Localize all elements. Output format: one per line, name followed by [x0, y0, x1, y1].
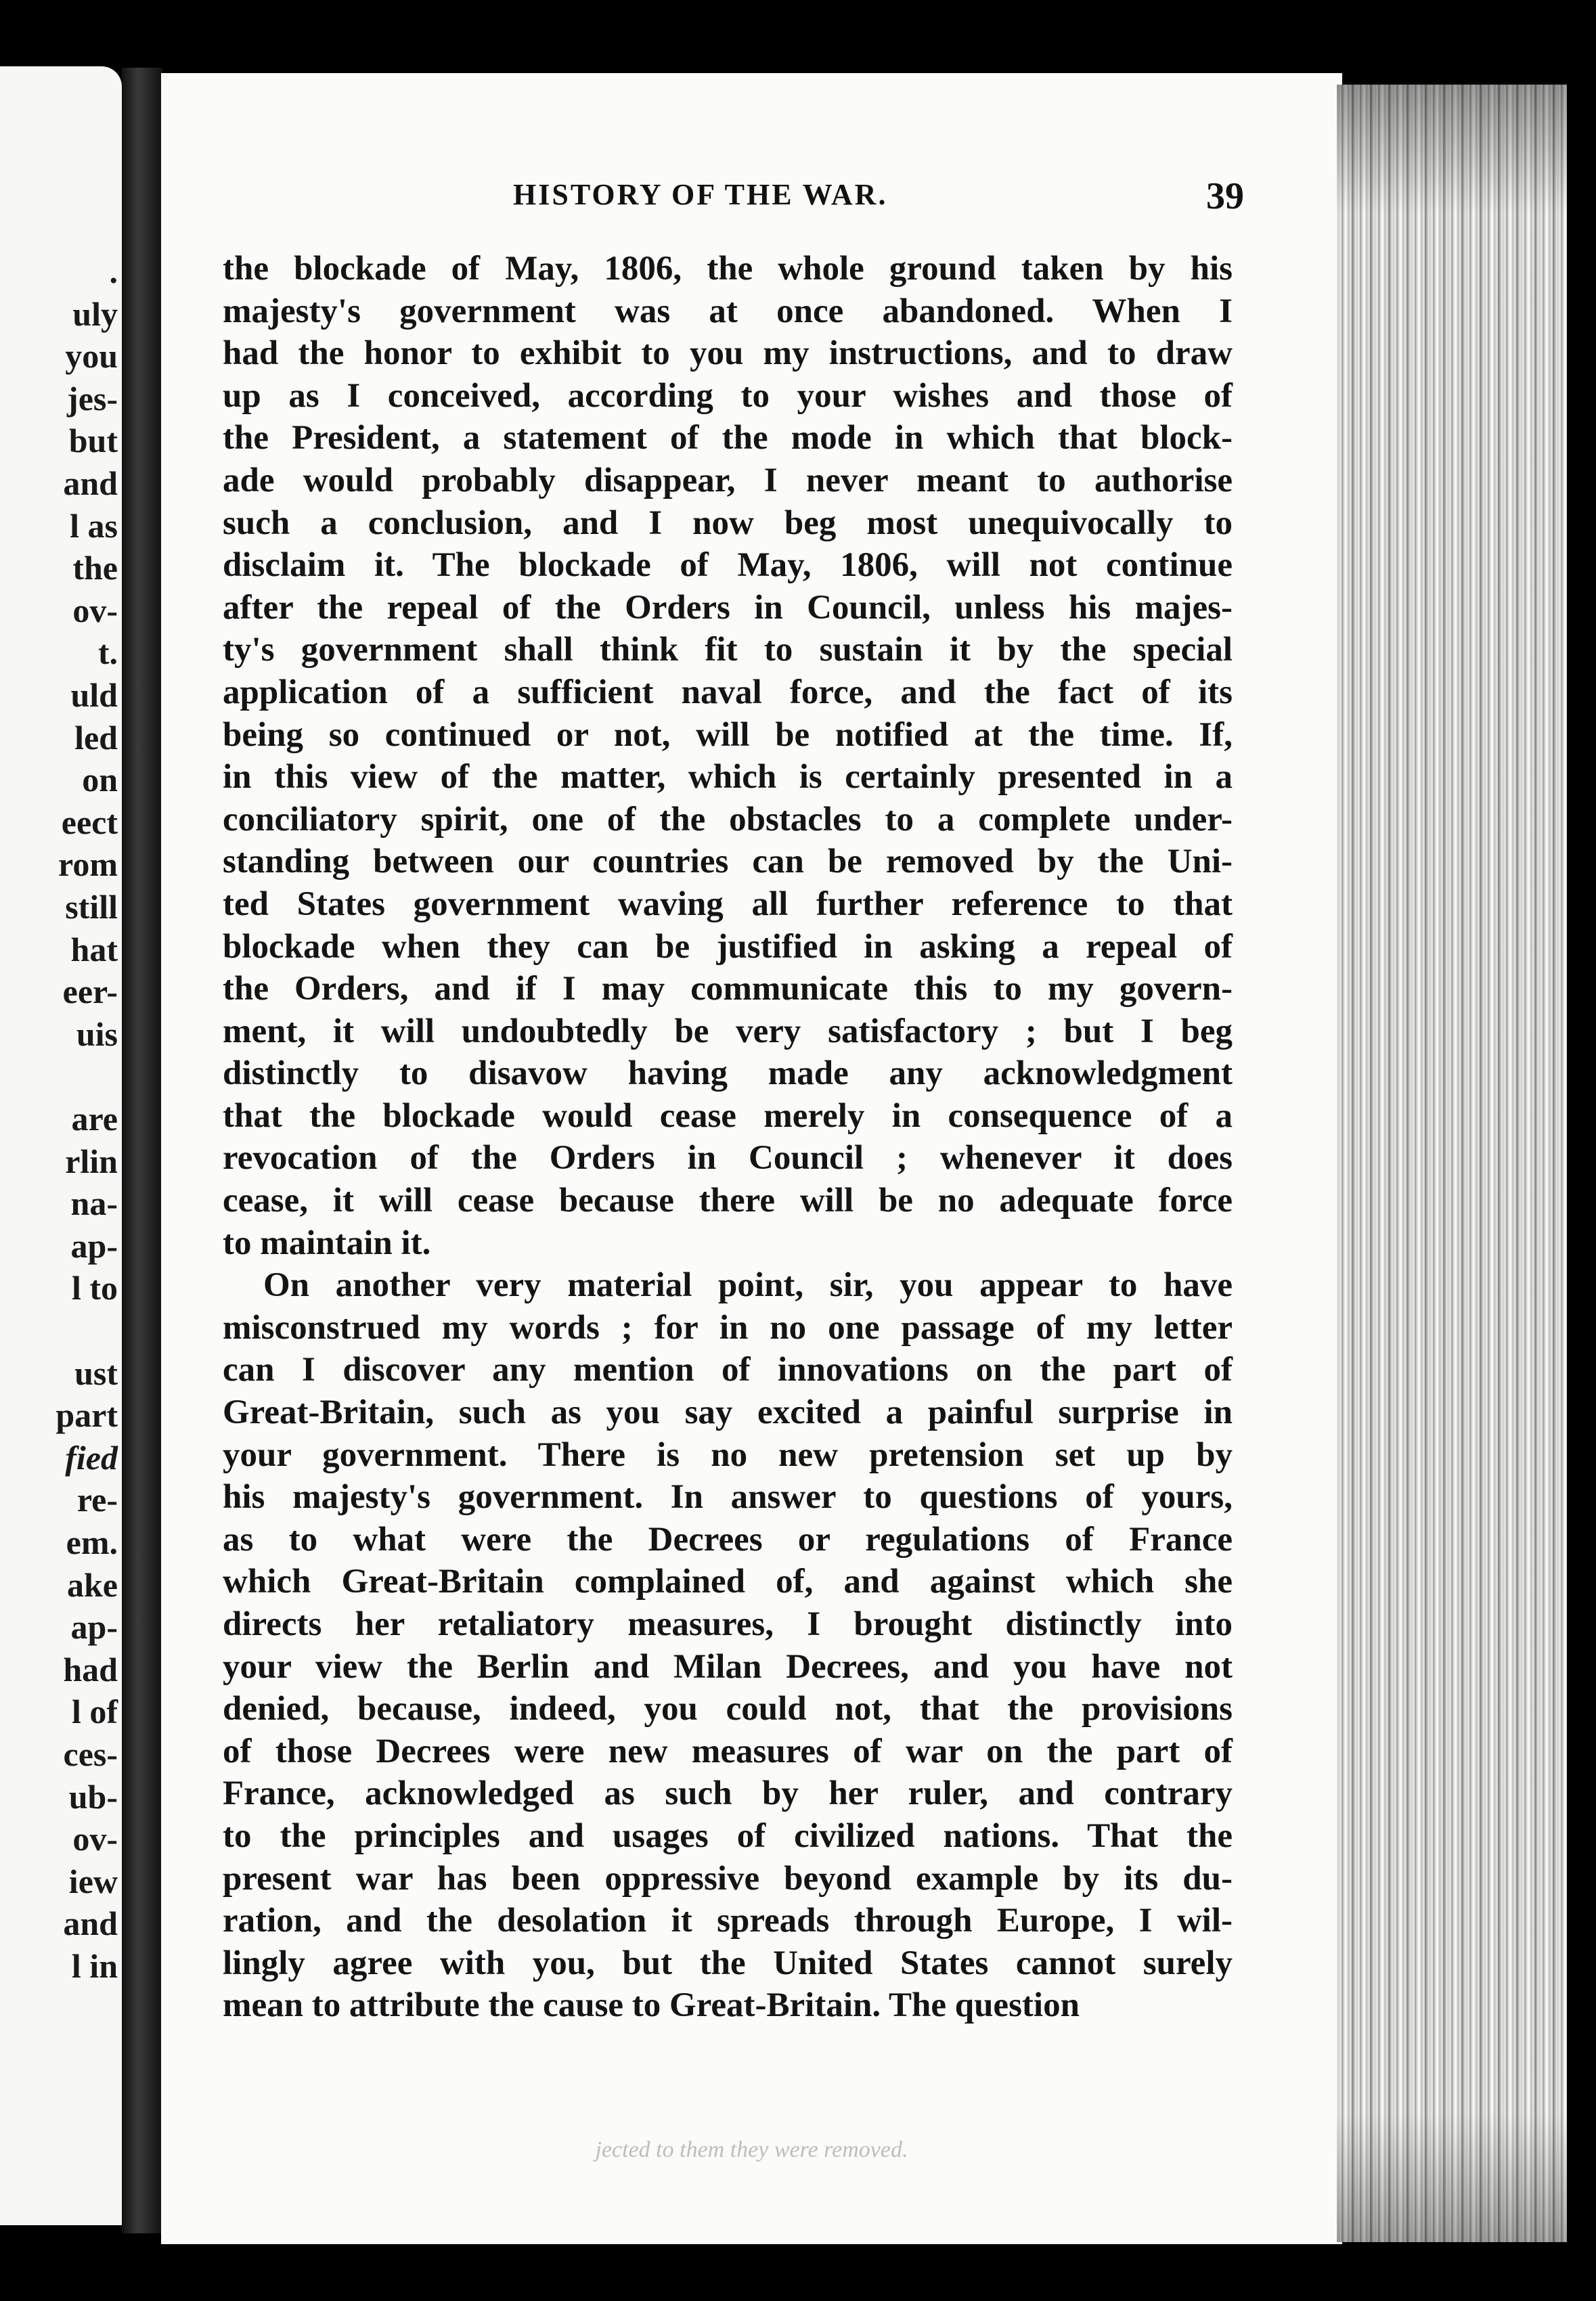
left-page-fragment: ust [74, 1354, 118, 1392]
left-page-fragment: l of [71, 1693, 118, 1731]
left-page-fragment: you [65, 337, 118, 376]
left-page-fragment: are [71, 1100, 118, 1138]
text-line: after the repeal of the Orders in Council, unless his majes- [223, 588, 1233, 627]
left-page-fragment: part [56, 1396, 118, 1435]
left-page-fragment: re- [76, 1481, 118, 1519]
text-line: France, acknowledged as such by her ruler, and contrary [223, 1774, 1233, 1813]
bleed-through-text: jected to them they were removed. [595, 2137, 908, 2162]
left-page-fragment: uld [70, 676, 118, 714]
left-page-fragment: ces- [63, 1735, 118, 1773]
left-page-fragment: iew [68, 1862, 118, 1900]
text-line: ty's government shall think fit to sustain it by the special [223, 631, 1233, 669]
text-line: your government. There is no new pretension set up by [223, 1435, 1233, 1474]
text-line: had the honor to exhibit to you my instructions, and to draw [223, 334, 1233, 373]
text-line: distinctly to disavow having made any acknowledgment [223, 1054, 1233, 1093]
text-line: as to what were the Decrees or regulations of France [223, 1520, 1233, 1559]
text-line: present war has been oppressive beyond example by its du- [223, 1859, 1233, 1898]
text-line: up as I conceived, according to your wishes and those of [223, 376, 1233, 415]
text-line: ade would probably disappear, I never meant to authorise [223, 461, 1233, 499]
left-page-fragment: the [72, 549, 118, 587]
book-spine [122, 68, 162, 2233]
left-facing-page [0, 66, 122, 2225]
page-number: 39 [1206, 175, 1244, 217]
left-page-fragment: and [63, 1904, 118, 1943]
text-line: standing between our countries can be removed by the Uni- [223, 843, 1233, 881]
text-line: disclaim it. The blockade of May, 1806, will not continue [223, 546, 1233, 585]
text-line: revocation of the Orders in Council ; whenever it does [223, 1139, 1233, 1178]
text-line: application of a sufficient naval force, and the fact of its [223, 673, 1233, 711]
left-page-fragment: em. [66, 1523, 118, 1561]
left-page-fragment: l in [71, 1947, 118, 1985]
text-line: directs her retaliatory measures, I brought distinctly into [223, 1605, 1233, 1643]
left-page-fragment: fied [65, 1438, 118, 1477]
left-page-fragment: l as [70, 506, 118, 545]
left-page-fragment: na- [70, 1184, 118, 1223]
text-line: the President, a statement of the mode in which that block- [223, 419, 1233, 457]
left-page-fragment: ap- [70, 1226, 118, 1265]
left-page-fragment: t. [97, 633, 118, 672]
left-page-fragment: led [74, 718, 118, 757]
text-line: lingly agree with you, but the United States cannot surely [223, 1944, 1233, 1982]
text-line: ration, and the desolation it spreads through Europe, I wil- [223, 1902, 1233, 1940]
text-line: denied, because, indeed, you could not, that the provisions [223, 1690, 1233, 1728]
left-page-fragment: . [109, 252, 118, 290]
text-line: can I discover any mention of innovations on the part of [223, 1351, 1233, 1389]
text-line: such a conclusion, and I now beg most unequivocally to [223, 504, 1233, 542]
page-header [486, 177, 1244, 225]
text-line: which Great-Britain complained of, and against which she [223, 1563, 1233, 1601]
body-text [223, 248, 1233, 2027]
text-line: cease, it will cease because there will be no adequate force [223, 1182, 1233, 1220]
left-page-fragment: eer- [62, 973, 118, 1011]
text-line: of those Decrees were new measures of war on the part of [223, 1732, 1233, 1770]
left-page-fragment: ap- [70, 1608, 118, 1647]
left-page-fragment: but [68, 422, 118, 460]
text-line: his majesty's government. In answer to questions of yours, [223, 1478, 1233, 1517]
left-page-fragment: rom [58, 845, 118, 884]
left-page-fragment: ov- [72, 591, 118, 629]
text-line: On another very material point, sir, you appear to have [263, 1266, 1233, 1305]
left-page-fragment: ov- [72, 1820, 118, 1858]
text-line: being so continued or not, will be notified at the time. If, [223, 715, 1233, 754]
left-page-fragment: and [63, 464, 118, 502]
left-page-fragment: on [82, 761, 118, 799]
left-page-fragment: l to [71, 1269, 118, 1308]
text-line: the blockade of May, 1806, the whole ground taken by his [223, 250, 1233, 288]
left-page-fragment: hat [70, 930, 118, 968]
text-line: majesty's government was at once abandoned. When I [223, 292, 1233, 330]
left-page-fragment: eect [61, 803, 118, 841]
text-line: to the principles and usages of civilized nations. That the [223, 1816, 1233, 1855]
text-line: that the blockade would cease merely in consequence of a [223, 1096, 1233, 1135]
left-page-fragment: jes- [67, 379, 118, 418]
left-page-fragment: uly [72, 294, 118, 333]
text-line: in this view of the matter, which is certainly presented in a [223, 758, 1233, 797]
left-page-fragment: still [65, 888, 118, 926]
running-head: HISTORY OF THE WAR. [513, 178, 888, 211]
text-line: mean to attribute the cause to Great-Britain. The question [223, 1986, 1080, 2025]
text-line: misconstrued my words ; for in no one passage of my letter [223, 1308, 1233, 1347]
text-line: your view the Berlin and Milan Decrees, and you have not [223, 1647, 1233, 1686]
left-page-fragment: ub- [68, 1777, 118, 1816]
left-page-fragment: uis [76, 1014, 118, 1053]
text-line: conciliatory spirit, one of the obstacles to a complete under- [223, 800, 1233, 839]
left-page-fragment: rlin [65, 1142, 118, 1180]
left-page-fragment: ake [67, 1565, 118, 1604]
text-line: ted States government waving all further reference to that [223, 885, 1233, 923]
page-edges [1337, 85, 1567, 2242]
left-page-fragment: had [63, 1650, 118, 1689]
text-line: Great-Britain, such as you say excited a painful surprise in [223, 1393, 1233, 1432]
text-line: blockade when they can be justified in asking a repeal of [223, 927, 1233, 966]
text-line: the Orders, and if I may communicate this to my govern- [223, 970, 1233, 1008]
text-line: ment, it will undoubtedly be very satisfactory ; but I beg [223, 1012, 1233, 1050]
text-line: to maintain it. [223, 1224, 431, 1262]
